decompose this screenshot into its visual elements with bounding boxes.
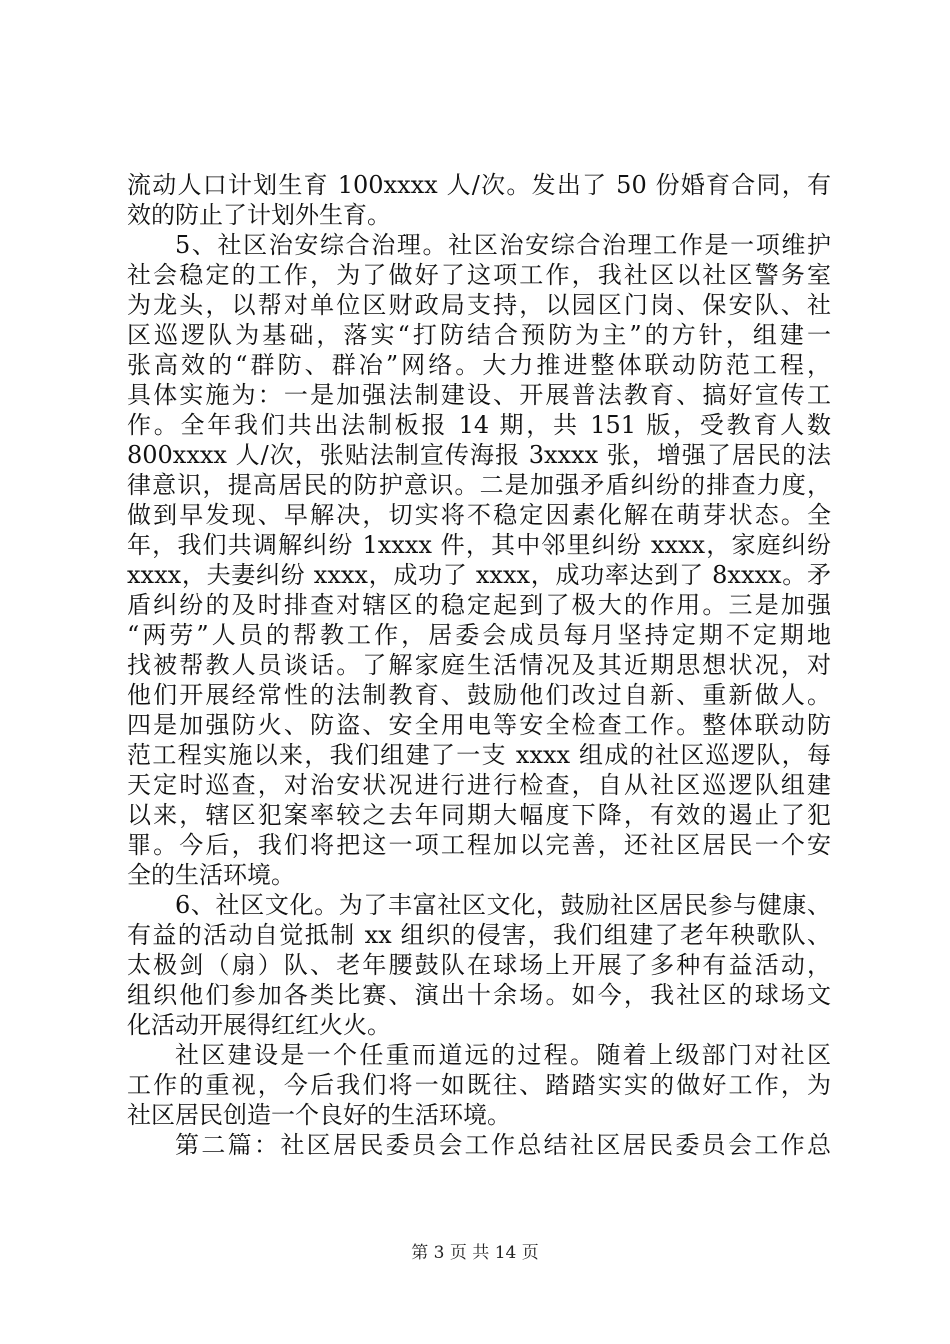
text-line: 他们开展经常性的法制教育、鼓励他们改过自新、重新做人。 [127,681,831,709]
text-line: 全的生活环境。 [127,861,295,889]
text-line: 具体实施为：一是加强法制建设、开展普法教育、搞好宣传工 [127,381,831,409]
text-line: 罪。今后，我们将把这一项工程加以完善，还社区居民一个安 [127,831,831,859]
text-line: 化活动开展得红红火火。 [127,1011,391,1039]
text-line: 年，我们共调解纠纷 1xxxx 件，其中邻里纠纷 xxxx，家庭纠纷 [127,531,831,559]
text-line: 天定时巡查，对治安状况进行进行检查，自从社区巡逻队组建 [127,771,831,799]
text-line: 社会稳定的工作，为了做好了这项工作，我社区以社区警务室 [127,261,831,289]
text-line: 社区居民创造一个良好的生活环境。 [127,1101,511,1129]
text-line: 工作的重视，今后我们将一如既往、踏踏实实的做好工作，为 [127,1071,831,1099]
text-line: 做到早发现、早解决，切实将不稳定因素化解在萌芽状态。全 [127,501,831,529]
text-line: 流动人口计划生育 100xxxx 人/次。发出了 50 份婚育合同，有 [127,171,831,199]
text-line: 找被帮教人员谈话。了解家庭生活情况及其近期思想状况，对 [127,651,831,679]
text-line: xxxx，夫妻纠纷 xxxx，成功了 xxxx，成功率达到了 8xxxx。矛 [127,561,831,589]
text-line: 作。全年我们共出法制板报 14 期，共 151 版，受教育人数 [127,411,831,439]
text-line: 为龙头，以帮对单位区财政局支持，以园区门岗、保安队、社 [127,291,831,319]
text-line: 5、社区治安综合治理。社区治安综合治理工作是一项维护 [175,231,831,259]
text-line: 律意识，提高居民的防护意识。二是加强矛盾纠纷的排查力度， [127,471,831,499]
document-body [127,170,831,1160]
text-line: 社区建设是一个任重而道远的过程。随着上级部门对社区 [175,1041,831,1069]
text-line: 800xxxx 人/次，张贴法制宣传海报 3xxxx 张，增强了居民的法 [127,441,831,469]
text-line: 四是加强防火、防盗、安全用电等安全检查工作。整体联动防 [127,711,831,739]
text-line: 第二篇：社区居民委员会工作总结社区居民委员会工作总 [175,1131,831,1159]
text-line: 区巡逻队为基础，落实“打防结合预防为主”的方针，组建一 [127,321,831,349]
text-line: 效的防止了计划外生育。 [127,201,391,229]
text-line: “两劳”人员的帮教工作，居委会成员每月坚持定期不定期地 [127,621,831,649]
text-line: 盾纠纷的及时排查对辖区的稳定起到了极大的作用。三是加强 [127,591,831,619]
page-number-footer: 第 3 页 共 14 页 [411,1243,539,1263]
text-line: 组织他们参加各类比赛、演出十余场。如今，我社区的球场文 [127,981,831,1009]
text-line: 有益的活动自觉抵制 xx 组织的侵害，我们组建了老年秧歌队、 [127,921,831,949]
text-line: 太极剑（扇）队、老年腰鼓队在球场上开展了多种有益活动， [127,951,831,979]
text-line: 范工程实施以来，我们组建了一支 xxxx 组成的社区巡逻队，每 [127,741,831,769]
text-line: 以来，辖区犯案率较之去年同期大幅度下降，有效的遏止了犯 [127,801,831,829]
text-line: 张高效的“群防、群冶”网络。大力推进整体联动防范工程， [127,351,831,379]
text-line: 6、社区文化。为了丰富社区文化，鼓励社区居民参与健康、 [175,891,831,919]
